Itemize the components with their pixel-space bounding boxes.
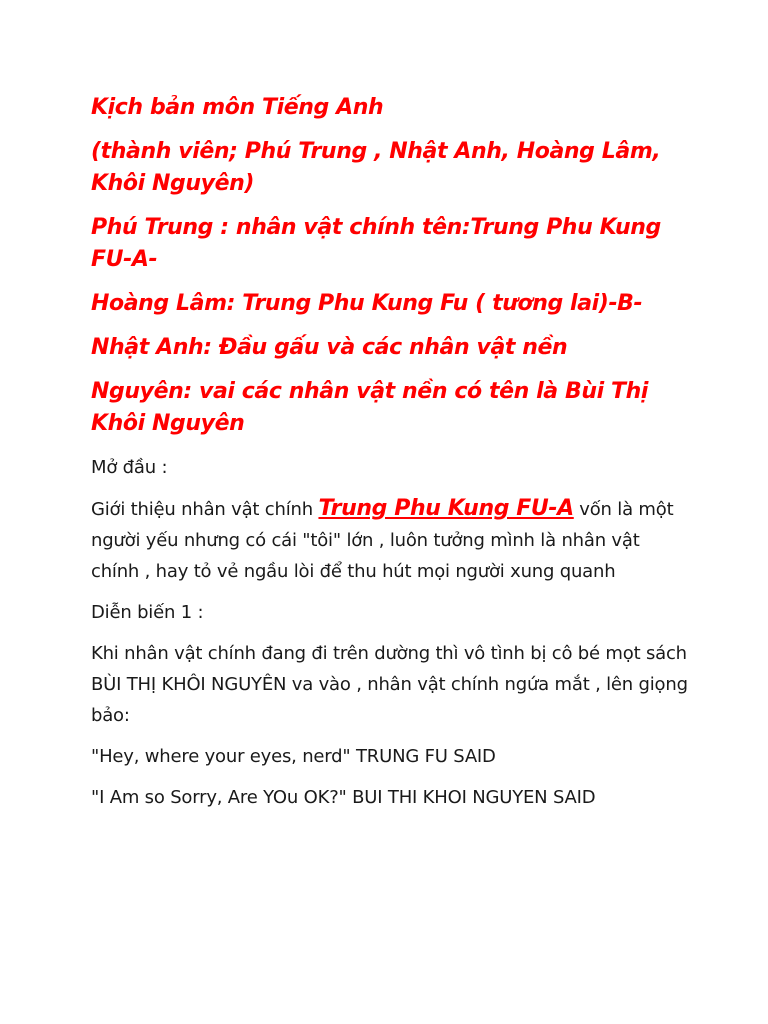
role-nguyen: Nguyên: vai các nhân vật nền có tên là Bùi Thị Khôi Nguyên: [91, 379, 648, 436]
role-hoang-lam: Hoàng Lâm: Trung Phu Kung Fu ( tương lai)-B-: [91, 291, 643, 316]
development-label: Diễn biến 1 :: [91, 602, 204, 623]
main-character-name: Trung Phu Kung FU-A: [318, 496, 574, 521]
quote-khoi-nguyen: "I Am so Sorry, Are YOu OK?" BUI THI KHOI NGUYEN SAID: [91, 787, 596, 808]
development-paragraph: Khi nhân vật chính đang đi trên dường thì vô tình bị cô bé mọt sách BÙI THỊ KHÔI NGUYÊN va vào , nhân vật chính ngứa mắt , lên giọng bảo:: [91, 643, 688, 726]
role-nhat-anh: Nhật Anh: Đầu gấu và các nhân vật nền: [91, 335, 568, 360]
document-title: Kịch bản môn Tiếng Anh: [91, 95, 384, 120]
intro-text-after: vốn là một người yếu nhưng có cái "tôi" lớn , luôn tưởng mình là nhân vật chính , hay tỏ vẻ ngầu lòi để thu hút mọi người xung quanh: [91, 499, 674, 582]
intro-text-before: Giới thiệu nhân vật chính: [91, 499, 319, 520]
members-line: (thành viên; Phú Trung , Nhật Anh, Hoàng Lâm, Khôi Nguyên): [91, 139, 661, 196]
role-phu-trung: Phú Trung : nhân vật chính tên:Trung Phu Kung FU-A-: [91, 215, 661, 272]
intro-paragraph: [91, 493, 691, 587]
document-page: [91, 92, 691, 823]
quote-trung-fu: "Hey, where your eyes, nerd" TRUNG FU SAID: [91, 746, 496, 767]
intro-label: Mở đầu :: [91, 457, 168, 478]
